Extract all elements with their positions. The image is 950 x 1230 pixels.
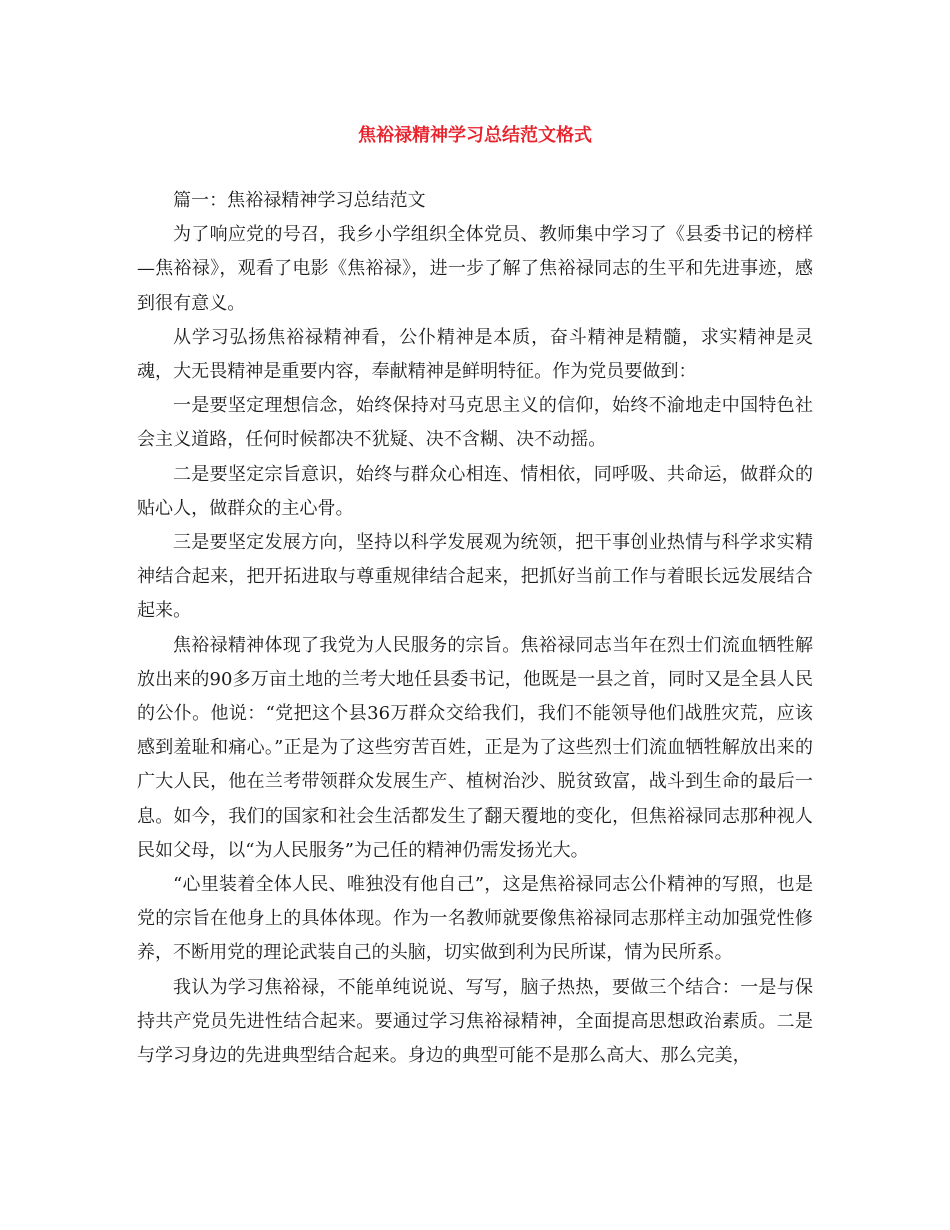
paragraph: 二是要坚定宗旨意识，始终与群众心相连、情相依，同呼吸、共命运，做群众的贴心人，做群众的主心骨。 [137,463,813,519]
section-heading: 篇一：焦裕禄精神学习总结范文 [173,190,426,211]
paragraph: 为了响应党的号召，我乡小学组织全体党员、教师集中学习了《县委书记的榜样—焦裕禄》，观看了电影《焦裕禄》，进一步了解了焦裕禄同志的生平和先进事迹，感到很有意义。 [137,224,813,314]
document-title: 焦裕禄精神学习总结范文格式 [358,125,592,146]
paragraph: “心里装着全体人民、唯独没有他自己”，这是焦裕禄同志公仆精神的写照，也是党的宗旨在他身上的具体体现。作为一名教师就要像焦裕禄同志那样主动加强党性修养，不断用党的理论武装自己的头脑，切实做到利为民所谋，情为民所系。 [137,874,813,964]
paragraph: 从学习弘扬焦裕禄精神看，公仆精神是本质，奋斗精神是精髓，求实精神是灵魂，大无畏精神是重要内容，奉献精神是鲜明特征。作为党员要做到： [137,326,813,383]
paragraph: 我认为学习焦裕禄，不能单纯说说、写写，脑子热热，要做三个结合：一是与保持共产党员先进性结合起来。要通过学习焦裕禄精神，全面提高思想政治素质。二是与学习身边的先进典型结合起来。身边的典型可能不是那么高大、那么完美， [137,976,813,1067]
paragraph: 焦裕禄精神体现了我党为人民服务的宗旨。焦裕禄同志当年在烈士们流血牺牲解放出来的90多万亩土地的兰考大地任县委书记，他既是一县之首，同时又是全县人民的公仆。他说：“党把这个县36万群众交给我们，我们不能领导他们战胜灾荒，应该感到羞耻和痛心。”正是为了这些穷苦百姓，正是为了这些烈士们流血牺牲解放出来的广大人民，他在兰考带领群众发展生产、植树治沙、脱贫致富，战斗到生命的最后一息。如今，我们的国家和社会生活都发生了翻天覆地的变化，但焦裕禄同志那种视人民如父母，以“为人民服务”为己任的精神仍需发扬光大。 [137,634,813,861]
paragraph: 一是要坚定理想信念，始终保持对马克思主义的信仰，始终不渝地走中国特色社会主义道路，任何时候都决不犹疑、决不含糊、决不动摇。 [137,395,813,451]
paragraph: 三是要坚定发展方向，坚持以科学发展观为统领，把干事创业热情与科学求实精神结合起来，把开拓进取与尊重规律结合起来，把抓好当前工作与着眼长远发展结合起来。 [137,532,813,622]
document-body [137,184,813,1073]
